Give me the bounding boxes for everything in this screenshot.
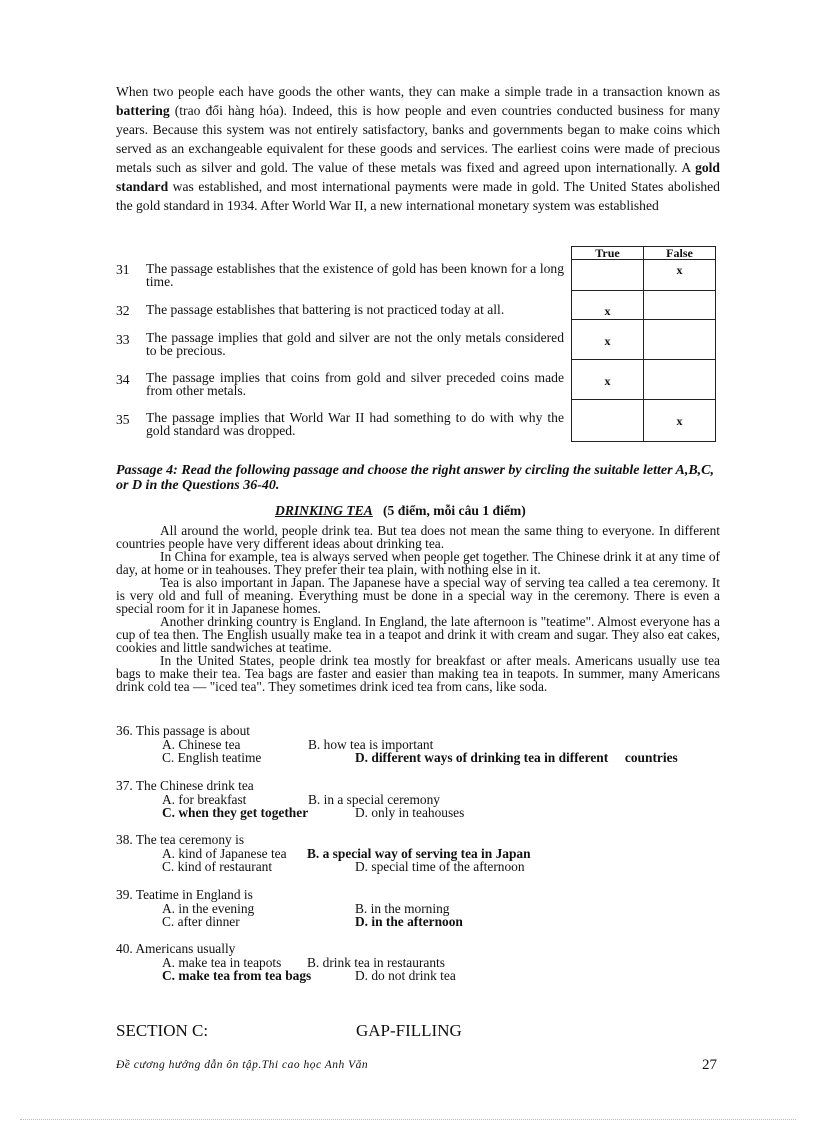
answer-cell-true-35	[572, 400, 644, 442]
question-number-34: 34	[116, 372, 130, 387]
question-number-32: 32	[116, 303, 130, 318]
answer-cell-false-34	[644, 360, 716, 400]
footer-text: Đề cương hướng dẫn ôn tập.Thi cao học Anh Văn	[116, 1059, 369, 1071]
question-text-33: The passage implies that gold and silver are not the only metals considered to be precious.	[146, 330, 564, 358]
option-b: B. in the morning	[355, 900, 450, 916]
question-text-34: The passage implies that coins from gold and silver preceded coins made from other metals.	[146, 370, 564, 398]
answer-cell-true-31	[572, 260, 644, 291]
option-c: C. English teatime	[162, 750, 262, 765]
paragraph: Tea is also important in Japan. The Japanese have a special way of serving tea called a tea ceremony. It is very old and full of meaning. Everything must be done in a special way in the ceremony. There is even a special room for it in Japanese homes.	[116, 575, 720, 616]
question-text-32: The passage establishes that battering is not practiced today at all.	[146, 302, 505, 317]
option-d-answer: D. different ways of drinking tea in different countries	[355, 750, 678, 765]
question-number-35: 35	[116, 412, 130, 427]
option-a: A. make tea in teapots	[162, 954, 282, 970]
question-text-31: The passage establishes that the existence of gold has been known for a long time.	[146, 261, 564, 289]
question-stem: 40. Americans usually	[116, 941, 236, 956]
page-number: 27	[702, 1057, 717, 1073]
option-d: D. only in teahouses	[355, 805, 465, 820]
question-40	[116, 942, 720, 983]
option-c-answer: C. when they get together	[162, 805, 309, 820]
question-39	[116, 888, 720, 929]
option-a: A. in the evening	[162, 900, 255, 916]
passage-3-text-start: When two people each have goods the other wants, they can make a simple trade in a transaction known as	[116, 84, 720, 99]
passage-3-paragraph	[116, 82, 720, 215]
question-number-33: 33	[116, 332, 130, 347]
answer-cell-false-32	[644, 291, 716, 320]
passage-4-title	[275, 503, 526, 519]
title-text: DRINKING TEA	[275, 503, 373, 518]
answer-cell-true-34: x	[572, 360, 644, 400]
passage-4-body	[116, 524, 720, 693]
option-d-answer: D. in the afternoon	[355, 914, 463, 929]
option-d: D. special time of the afternoon	[355, 859, 525, 874]
question-37	[116, 779, 720, 820]
option-a: A. kind of Japanese tea	[162, 845, 287, 861]
option-b: B. drink tea in restaurants	[307, 954, 445, 970]
table-row	[572, 291, 716, 320]
option-c: C. kind of restaurant	[162, 859, 273, 874]
section-label: SECTION C:	[116, 1021, 209, 1040]
question-stem: 36. This passage is about	[116, 723, 251, 738]
question-38	[116, 833, 720, 874]
answer-cell-false-35: x	[644, 400, 716, 442]
answer-cell-true-33: x	[572, 320, 644, 360]
question-stem: 38. The tea ceremony is	[116, 832, 245, 847]
paragraph: In the United States, people drink tea mostly for breakfast or after meals. Americans usually use tea bags to make their tea. Tea bags are faster and easier than making tea in teapots. In summer, many Americans drink cold tea — "iced tea". They sometimes drink iced tea from cans, like soda.	[116, 653, 720, 694]
option-b: B. in a special ceremony	[308, 791, 440, 807]
answer-cell-false-31: x	[644, 260, 716, 291]
passage-3-text-mid: (trao đổi hàng hóa). Indeed, this is how people and even countries conducted business for many years. Because this system was not entirely satisfactory, banks and governments began to make coins which served as an exchangeable equivalent for these goods and services. The earliest coins were made of precious metals such as silver and gold. The value of these metals was fixed and agreed upon internationally. A	[116, 103, 721, 175]
true-false-answer-table	[571, 246, 716, 442]
table-header-row	[572, 247, 716, 260]
option-c-answer: C. make tea from tea bags	[162, 968, 312, 983]
paragraph: All around the world, people drink tea. But tea does not mean the same thing to everyone. In different countries people have very different ideas about drinking tea.	[116, 523, 720, 551]
header-false: False	[644, 247, 716, 260]
term-battering: battering	[116, 103, 170, 118]
option-b-answer: B. a special way of serving tea in Japan	[307, 845, 531, 861]
score-note: (5 điểm, mỗi câu 1 điểm)	[383, 503, 526, 518]
passage-4-heading: Passage 4: Read the following passage and choose the right answer by circling the suitable letter A,B,C, or D in the Questions 36-40.	[116, 463, 715, 493]
footer-divider	[20, 1119, 796, 1120]
question-text-35: The passage implies that World War II had something to do with why the gold standard was dropped.	[146, 410, 564, 438]
question-stem: 37. The Chinese drink tea	[116, 778, 254, 793]
question-number-31: 31	[116, 262, 130, 277]
passage-3-text-end: was established, and most international payments were made in gold. The United States abolished the gold standard in 1934. After World War II, a new international monetary system was established	[116, 179, 720, 213]
table-row	[572, 360, 716, 400]
table-row	[572, 260, 716, 291]
answer-cell-true-32: x	[572, 291, 644, 320]
paragraph: Another drinking country is England. In England, the late afternoon is "teatime". Almost everyone has a cup of tea then. The English usually make tea in a teapot and drink it with cream and sugar. They also eat cakes, cookies and little sandwiches at teatime.	[116, 614, 720, 655]
option-d: D. do not drink tea	[355, 968, 456, 983]
option-c: C. after dinner	[162, 914, 240, 929]
question-stem: 39. Teatime in England is	[116, 887, 253, 902]
header-true: True	[572, 247, 644, 260]
table-row	[572, 400, 716, 442]
section-title: GAP-FILLING	[356, 1021, 462, 1040]
option-b: B. how tea is important	[308, 736, 434, 752]
term-gold-standard: gold standard	[116, 160, 720, 194]
option-a: A. Chinese tea	[162, 736, 241, 752]
answer-cell-false-33	[644, 320, 716, 360]
option-a: A. for breakfast	[162, 791, 247, 807]
paragraph: In China for example, tea is always served when people get together. The Chinese drink it at any time of day, at home or in teahouses. They prefer their tea plain, with nothing else in it.	[116, 549, 720, 577]
question-36	[116, 724, 720, 765]
table-row	[572, 320, 716, 360]
